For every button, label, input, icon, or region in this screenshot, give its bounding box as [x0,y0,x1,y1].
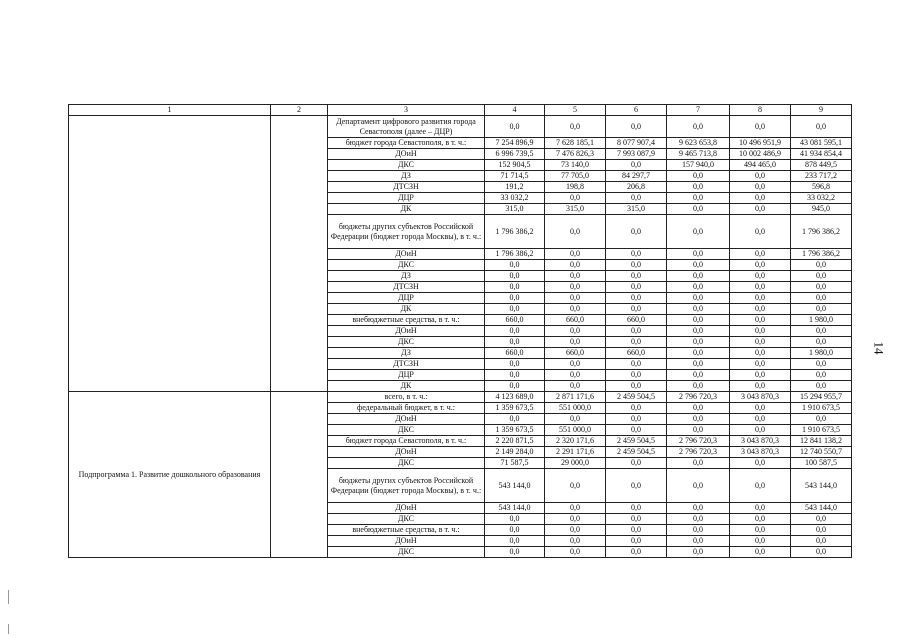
row-label: бюджеты других субъектов Российской Федерации (бюджет города Москвы), в т. ч.: [328,215,485,249]
row-label: внебюджетные средства, в т. ч.: [328,315,485,326]
value-cell: 0,0 [606,116,667,138]
value-cell: 0,0 [485,271,545,282]
value-cell: 0,0 [545,503,606,514]
row-label: ДКС [328,260,485,271]
value-cell: 9 465 713,8 [667,149,730,160]
row-label: ДКС [328,514,485,525]
row-label: Департамент цифрового развития города Севастополя (далее – ДЦР) [328,116,485,138]
column-2-cell [271,392,328,558]
value-cell: 0,0 [545,536,606,547]
header-cell: 8 [730,105,791,116]
value-cell: 15 294 955,7 [791,392,852,403]
value-cell: 0,0 [606,359,667,370]
value-cell: 0,0 [730,171,791,182]
value-cell: 0,0 [730,304,791,315]
value-cell: 0,0 [667,260,730,271]
value-cell: 551 000,0 [545,403,606,414]
row-label: ДКС [328,160,485,171]
value-cell: 0,0 [667,359,730,370]
value-cell: 0,0 [606,215,667,249]
value-cell: 0,0 [730,182,791,193]
header-cell: 3 [328,105,485,116]
value-cell: 0,0 [791,525,852,536]
value-cell: 7 628 185,1 [545,138,606,149]
value-cell: 73 140,0 [545,160,606,171]
value-cell: 660,0 [485,315,545,326]
header-cell: 2 [271,105,328,116]
value-cell: 0,0 [606,547,667,558]
value-cell: 206,8 [606,182,667,193]
value-cell: 0,0 [667,525,730,536]
value-cell: 315,0 [485,204,545,215]
value-cell: 0,0 [730,414,791,425]
program-cell-empty [69,116,271,392]
value-cell: 0,0 [667,215,730,249]
value-cell: 1 980,0 [791,348,852,359]
row-label: ДЗ [328,271,485,282]
row-label: ДКС [328,458,485,469]
row-label: ДОиН [328,536,485,547]
value-cell: 0,0 [730,348,791,359]
value-cell: 0,0 [667,536,730,547]
row-label: внебюджетные средства, в т. ч.: [328,525,485,536]
scan-edge-mark [8,590,9,604]
page-number: 14 [871,341,887,355]
value-cell: 2 291 171,6 [545,447,606,458]
row-label: ДК [328,381,485,392]
value-cell: 0,0 [485,282,545,293]
row-label: ДК [328,204,485,215]
value-cell: 0,0 [791,536,852,547]
value-cell: 0,0 [791,304,852,315]
row-label: ДКС [328,547,485,558]
value-cell: 33 032,2 [485,193,545,204]
value-cell: 0,0 [545,514,606,525]
value-cell: 0,0 [791,260,852,271]
value-cell: 0,0 [606,503,667,514]
value-cell: 0,0 [606,414,667,425]
value-cell: 494 465,0 [730,160,791,171]
value-cell: 0,0 [545,370,606,381]
row-label: ДОиН [328,414,485,425]
value-cell: 0,0 [545,381,606,392]
value-cell: 0,0 [545,359,606,370]
value-cell: 0,0 [667,193,730,204]
value-cell: 0,0 [606,249,667,260]
value-cell: 0,0 [606,370,667,381]
value-cell: 0,0 [791,370,852,381]
value-cell: 0,0 [730,469,791,503]
value-cell: 0,0 [730,326,791,337]
value-cell: 0,0 [730,204,791,215]
row-label: ДОиН [328,249,485,260]
value-cell: 0,0 [667,282,730,293]
value-cell: 10 496 951,9 [730,138,791,149]
value-cell: 0,0 [730,116,791,138]
value-cell: 198,8 [545,182,606,193]
value-cell: 41 934 854,4 [791,149,852,160]
value-cell: 0,0 [791,414,852,425]
row-label: ДК [328,304,485,315]
value-cell: 71 714,5 [485,171,545,182]
value-cell: 7 254 896,9 [485,138,545,149]
value-cell: 12 740 550,7 [791,447,852,458]
value-cell: 0,0 [667,182,730,193]
value-cell: 945,0 [791,204,852,215]
value-cell: 0,0 [545,547,606,558]
value-cell: 0,0 [730,271,791,282]
value-cell: 0,0 [791,337,852,348]
value-cell: 0,0 [667,547,730,558]
row-label: бюджет города Севастополя, в т. ч.: [328,138,485,149]
header-cell: 6 [606,105,667,116]
row-label: ДТСЗН [328,182,485,193]
row-label: ДТСЗН [328,359,485,370]
value-cell: 543 144,0 [791,469,852,503]
row-label: ДЗ [328,171,485,182]
row-label: ДОиН [328,326,485,337]
row-label: ДЦР [328,293,485,304]
row-label: ДОиН [328,149,485,160]
value-cell: 0,0 [606,403,667,414]
value-cell: 0,0 [730,458,791,469]
value-cell: 543 144,0 [485,503,545,514]
value-cell: 7 993 087,9 [606,149,667,160]
row-label: ДКС [328,425,485,436]
value-cell: 0,0 [730,425,791,436]
value-cell: 0,0 [667,514,730,525]
value-cell: 0,0 [606,193,667,204]
value-cell: 8 077 907,4 [606,138,667,149]
value-cell: 0,0 [667,503,730,514]
value-cell: 0,0 [606,458,667,469]
value-cell: 0,0 [791,359,852,370]
row-label: федеральный бюджет, в т. ч.: [328,403,485,414]
value-cell: 0,0 [485,304,545,315]
value-cell: 1 796 386,2 [485,215,545,249]
header-row [69,105,852,116]
scan-edge-mark [8,624,9,634]
row-label: ДТСЗН [328,282,485,293]
value-cell: 233 717,2 [791,171,852,182]
value-cell: 0,0 [667,293,730,304]
value-cell: 2 459 504,5 [606,436,667,447]
value-cell: 0,0 [667,469,730,503]
value-cell: 0,0 [545,414,606,425]
value-cell: 0,0 [730,536,791,547]
value-cell: 43 081 595,1 [791,138,852,149]
value-cell: 0,0 [730,315,791,326]
value-cell: 7 476 826,3 [545,149,606,160]
value-cell: 0,0 [606,160,667,171]
value-cell: 33 032,2 [791,193,852,204]
column-2-cell [271,116,328,392]
value-cell: 0,0 [606,469,667,503]
value-cell: 551 000,0 [545,425,606,436]
value-cell: 4 123 689,0 [485,392,545,403]
row-label: бюджеты других субъектов Российской Федерации (бюджет города Москвы), в т. ч.: [328,469,485,503]
value-cell: 315,0 [545,204,606,215]
value-cell: 0,0 [606,304,667,315]
value-cell: 0,0 [606,271,667,282]
value-cell: 660,0 [485,348,545,359]
value-cell: 1 796 386,2 [791,249,852,260]
value-cell: 0,0 [667,204,730,215]
row-label: всего, в т. ч.: [328,392,485,403]
value-cell: 0,0 [667,403,730,414]
value-cell: 0,0 [545,293,606,304]
value-cell: 0,0 [667,249,730,260]
value-cell: 71 587,5 [485,458,545,469]
header-cell: 4 [485,105,545,116]
value-cell: 0,0 [667,326,730,337]
value-cell: 1 359 673,5 [485,403,545,414]
value-cell: 0,0 [545,249,606,260]
value-cell: 2 796 720,3 [667,436,730,447]
value-cell: 660,0 [606,315,667,326]
value-cell: 12 841 138,2 [791,436,852,447]
value-cell: 0,0 [730,514,791,525]
row-label: ДОиН [328,503,485,514]
value-cell: 1 980,0 [791,315,852,326]
value-cell: 157 940,0 [667,160,730,171]
value-cell: 0,0 [791,293,852,304]
value-cell: 0,0 [667,348,730,359]
value-cell: 0,0 [730,547,791,558]
value-cell: 2 871 171,6 [545,392,606,403]
value-cell: 100 587,5 [791,458,852,469]
value-cell: 1 796 386,2 [485,249,545,260]
value-cell: 0,0 [485,337,545,348]
value-cell: 0,0 [730,381,791,392]
value-cell: 0,0 [606,525,667,536]
value-cell: 0,0 [606,326,667,337]
value-cell: 0,0 [730,249,791,260]
value-cell: 0,0 [545,525,606,536]
value-cell: 2 220 871,5 [485,436,545,447]
value-cell: 0,0 [667,458,730,469]
row-label: ДЗ [328,348,485,359]
value-cell: 3 043 870,3 [730,447,791,458]
value-cell: 315,0 [606,204,667,215]
value-cell: 2 796 720,3 [667,392,730,403]
value-cell: 0,0 [545,260,606,271]
value-cell: 152 904,5 [485,160,545,171]
value-cell: 0,0 [730,525,791,536]
value-cell: 10 002 486,9 [730,149,791,160]
header-cell: 1 [69,105,271,116]
value-cell: 0,0 [730,293,791,304]
value-cell: 0,0 [485,514,545,525]
row-label: ДЦР [328,193,485,204]
value-cell: 2 459 504,5 [606,392,667,403]
value-cell: 0,0 [667,271,730,282]
value-cell: 543 144,0 [791,503,852,514]
program-label: Подпрограмма 1. Развитие дошкольного образования [69,392,271,558]
value-cell: 0,0 [545,116,606,138]
value-cell: 0,0 [667,414,730,425]
value-cell: 0,0 [606,536,667,547]
row-label: ДОиН [328,447,485,458]
value-cell: 0,0 [606,381,667,392]
value-cell: 6 996 739,5 [485,149,545,160]
value-cell: 0,0 [667,171,730,182]
value-cell: 0,0 [606,337,667,348]
value-cell: 0,0 [545,215,606,249]
value-cell: 1 359 673,5 [485,425,545,436]
value-cell: 0,0 [667,315,730,326]
value-cell: 0,0 [730,215,791,249]
value-cell: 0,0 [485,359,545,370]
row-label: ДЦР [328,370,485,381]
value-cell: 0,0 [485,414,545,425]
value-cell: 596,8 [791,182,852,193]
value-cell: 0,0 [791,282,852,293]
value-cell: 2 320 171,6 [545,436,606,447]
value-cell: 0,0 [667,425,730,436]
value-cell: 0,0 [485,547,545,558]
row-label: ДКС [328,337,485,348]
value-cell: 3 043 870,3 [730,392,791,403]
value-cell: 0,0 [545,304,606,315]
table-row [69,392,852,403]
value-cell: 0,0 [606,260,667,271]
value-cell: 0,0 [791,381,852,392]
value-cell: 0,0 [545,469,606,503]
value-cell: 0,0 [485,326,545,337]
value-cell: 2 149 284,0 [485,447,545,458]
value-cell: 0,0 [485,116,545,138]
value-cell: 878 449,5 [791,160,852,171]
value-cell: 9 623 653,8 [667,138,730,149]
value-cell: 660,0 [545,348,606,359]
value-cell: 0,0 [791,326,852,337]
value-cell: 543 144,0 [485,469,545,503]
header-cell: 7 [667,105,730,116]
value-cell: 0,0 [485,260,545,271]
value-cell: 0,0 [667,381,730,392]
value-cell: 191,2 [485,182,545,193]
value-cell: 0,0 [730,403,791,414]
value-cell: 0,0 [730,282,791,293]
value-cell: 84 297,7 [606,171,667,182]
value-cell: 0,0 [606,293,667,304]
value-cell: 0,0 [667,116,730,138]
value-cell: 0,0 [545,193,606,204]
value-cell: 77 705,0 [545,171,606,182]
value-cell: 1 796 386,2 [791,215,852,249]
value-cell: 0,0 [791,271,852,282]
value-cell: 0,0 [730,260,791,271]
value-cell: 0,0 [791,116,852,138]
value-cell: 29 000,0 [545,458,606,469]
value-cell: 0,0 [667,304,730,315]
value-cell: 660,0 [606,348,667,359]
table-body [69,105,852,558]
value-cell: 0,0 [730,370,791,381]
value-cell: 0,0 [791,514,852,525]
value-cell: 0,0 [606,425,667,436]
value-cell: 2 459 504,5 [606,447,667,458]
header-cell: 5 [545,105,606,116]
value-cell: 0,0 [545,326,606,337]
value-cell: 0,0 [730,359,791,370]
value-cell: 0,0 [485,370,545,381]
value-cell: 0,0 [730,337,791,348]
value-cell: 0,0 [791,547,852,558]
value-cell: 0,0 [545,271,606,282]
value-cell: 0,0 [606,282,667,293]
value-cell: 0,0 [485,525,545,536]
value-cell: 0,0 [485,381,545,392]
value-cell: 660,0 [545,315,606,326]
value-cell: 1 910 673,5 [791,403,852,414]
row-label: бюджет города Севастополя, в т. ч.: [328,436,485,447]
value-cell: 1 910 673,5 [791,425,852,436]
value-cell: 0,0 [730,193,791,204]
value-cell: 0,0 [485,536,545,547]
value-cell: 0,0 [485,293,545,304]
value-cell: 3 043 870,3 [730,436,791,447]
value-cell: 0,0 [667,370,730,381]
value-cell: 2 796 720,3 [667,447,730,458]
table-row [69,116,852,138]
budget-table [68,104,852,558]
value-cell: 0,0 [545,337,606,348]
value-cell: 0,0 [667,337,730,348]
value-cell: 0,0 [730,503,791,514]
value-cell: 0,0 [606,514,667,525]
value-cell: 0,0 [545,282,606,293]
header-cell: 9 [791,105,852,116]
